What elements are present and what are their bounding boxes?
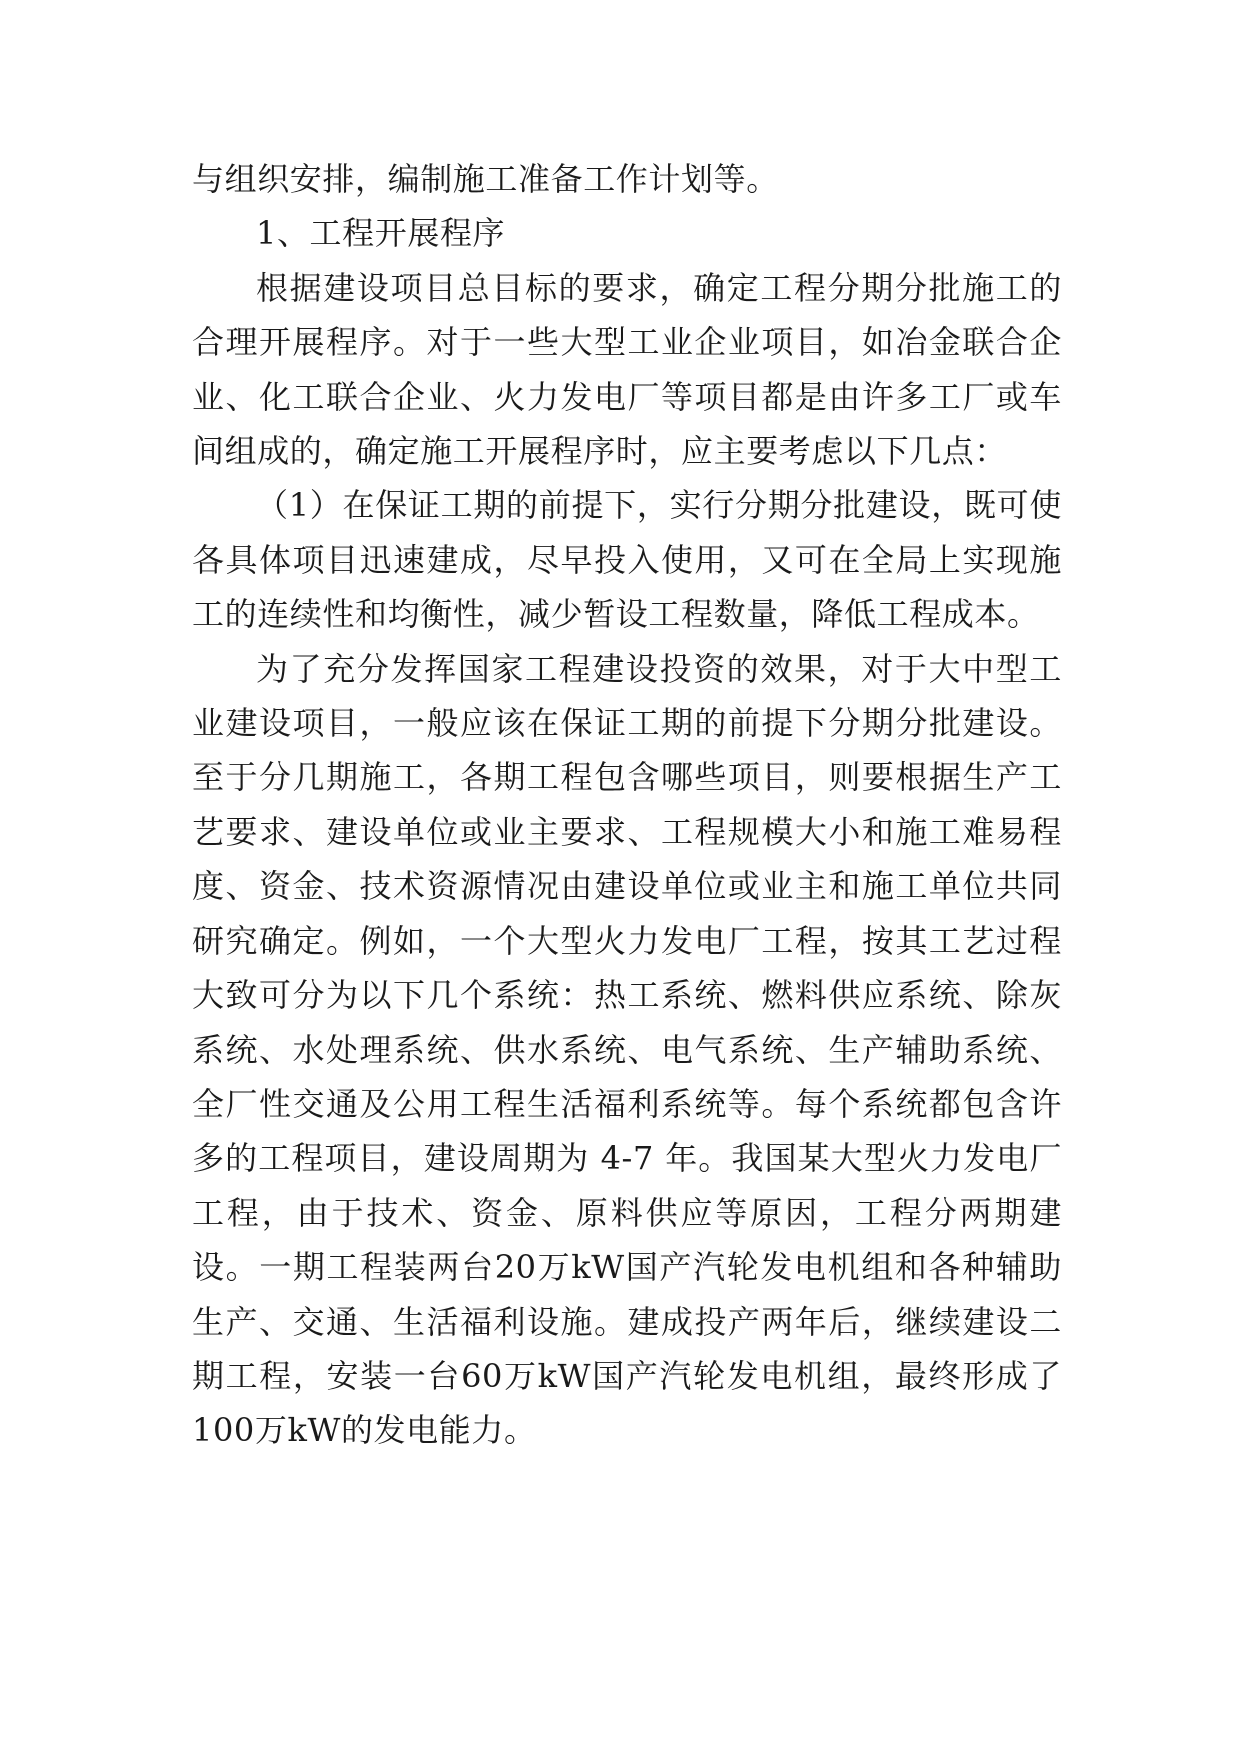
paragraph-continuation: 与组织安排，编制施工准备工作计划等。 <box>192 160 779 198</box>
paragraph-point-1: （1）在保证工期的前提下，实行分期分批建设，既可使各具体项目迅速建成，尽早投入使用，又可在全局上实现施工的连续性和均衡性，减少暂设工程数量，降低工程成本。 <box>192 486 1062 634</box>
section-heading: 1、工程开展程序 <box>256 214 506 253</box>
paragraph-example: 为了充分发挥国家工程建设投资的效果，对于大中型工业建设项目，一般应该在保证工期的前提下分期分批建设。至于分几期施工，各期工程包含哪些项目，则要根据生产工艺要求、建设单位或业主要求、工程规模大小和施工难易程度、资金、技术资源情况由建设单位或业主和施工单位共同研究确定。例如，一个大型火力发电厂工程，按其工艺过程大致可分为以下几个系统：热工系统、燃料供应系统、除灰系统、水处理系统、供水系统、电气系统、生产辅助系统、全厂性交通及公用工程生活福利系统等。每个系统都包含许多的工程项目，建设周期为 4-7 年。我国某大型火力发电厂工程，由于技术、资金、原料供应等原因，工程分两期建设。一期工程装两台20万kW国产汽轮发电机组和各种辅助生产、交通、生活福利设施。建成投产两年后，继续建设二期工程，安装一台60万kW国产汽轮发电机组，最终形成了100万kW的发电能力。 <box>192 649 1062 1450</box>
document-body <box>192 152 1062 1458</box>
paragraph-intro: 根据建设项目总目标的要求，确定工程分期分批施工的合理开展程序。对于一些大型工业企业项目，如冶金联合企业、化工联合企业、火力发电厂等项目都是由许多工厂或车间组成的，确定施工开展程序时，应主要考虑以下几点： <box>192 268 1062 471</box>
